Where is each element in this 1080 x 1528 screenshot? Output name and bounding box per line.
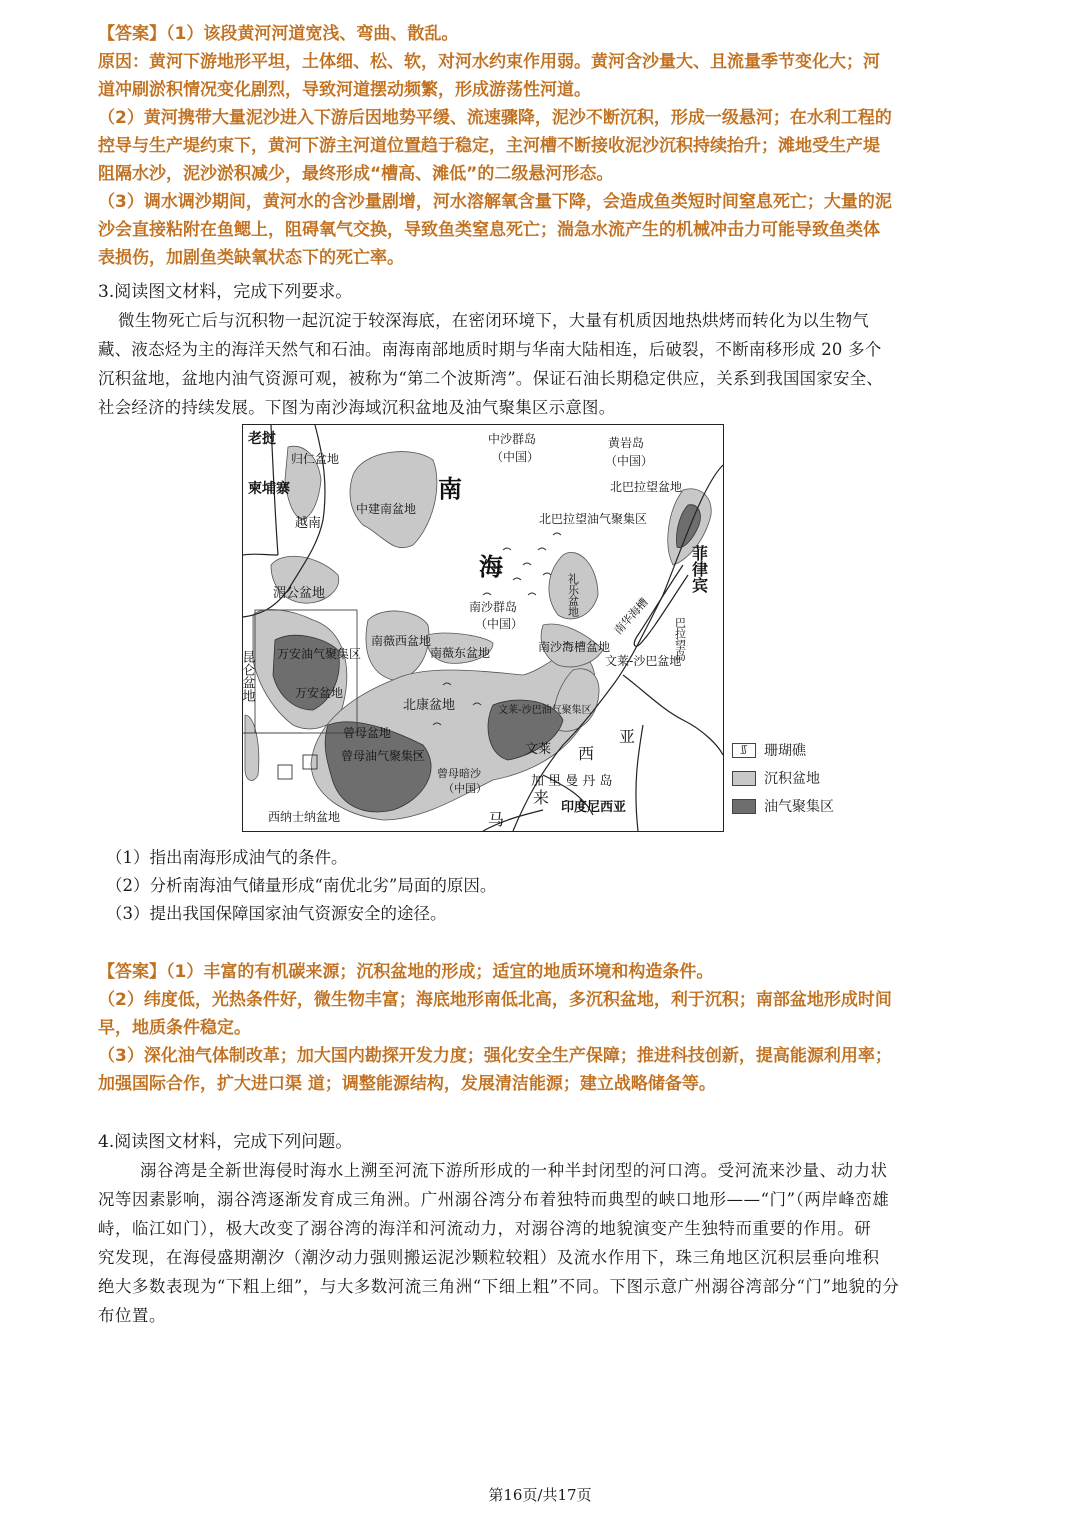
label-vietnam: 越南 xyxy=(295,516,322,531)
label-malaysia-xi: 西 xyxy=(578,744,595,763)
label-xinaturna: 西纳士纳盆地 xyxy=(268,810,341,824)
material-line: 布位置。 xyxy=(98,1306,166,1325)
question-4 xyxy=(98,1128,988,1156)
label-wanan: 万安盆地 xyxy=(295,686,344,700)
material-line: 峙，临江如门），极大改变了溺谷湾的海洋和河流动力，对溺谷湾的地貌演变产生独特而重要的作用。研 xyxy=(98,1219,872,1238)
label-malaysia-ya: 亚 xyxy=(619,727,636,746)
question-3-material xyxy=(98,306,988,422)
label-wenlai-shaba: 文莱-沙巴盆地 xyxy=(605,654,682,668)
question-3-subquestions xyxy=(98,844,988,928)
answer-line: （2）纬度低，光热条件好，微生物丰富；海底地形南低北高，多沉积盆地，利于沉积；南部盆地形成时间 xyxy=(98,990,892,1010)
label-meigong: 湄公盆地 xyxy=(273,586,326,601)
answer-line: （3）调水调沙期间，黄河水的含沙量剧增，河水溶解氧含量下降，会造成鱼类短时间窒息死亡；大量的泥 xyxy=(98,192,892,212)
legend-oil xyxy=(732,792,872,820)
answer-line: 早，地质条件稳定。 xyxy=(98,1018,251,1038)
label-nanweixi: 南薇西盆地 xyxy=(371,634,432,648)
south-china-sea-map xyxy=(239,424,724,832)
material-line: 溺谷湾是全新世海侵时海水上溯至河流下游所形成的一种半封闭型的河口湾。受河流来沙量、动力状 xyxy=(140,1161,888,1180)
legend-reef xyxy=(732,736,872,764)
label-cambodia: 柬埔寨 xyxy=(248,481,290,497)
label-philippines: 菲律宾 xyxy=(689,545,709,593)
subquestion: （2）分析南海油气储量形成“南优北劣”局面的原因。 xyxy=(106,876,497,895)
label-nansha: 南沙群岛 xyxy=(469,600,518,614)
label-zengmu-oil: 曾母油气聚集区 xyxy=(341,749,426,763)
label-kunlun: 昆仑盆地 xyxy=(239,650,255,702)
answer-line: 加强国际合作，扩大进口渠 道；调整能源结构，发展清洁能源；建立战略储备等。 xyxy=(98,1074,716,1094)
label-huangyan: 黄岩岛 xyxy=(608,436,645,450)
label-beibalawang: 北巴拉望盆地 xyxy=(610,480,683,494)
label-lai: 来 xyxy=(533,788,550,807)
legend-label: 油气聚集区 xyxy=(764,799,834,815)
question-4-title: 4.阅读图文材料，完成下列问题。 xyxy=(98,1132,353,1152)
label-beibalawang-oil: 北巴拉望油气聚集区 xyxy=(539,512,648,526)
basin-zhongjiannan xyxy=(350,452,437,548)
answer-line: 【答案】（1）该段黄河河道宽浅、弯曲、散乱。 xyxy=(98,24,459,44)
label-wenlai-oil: 文莱-沙巴油气聚集区 xyxy=(498,705,592,716)
label-indonesia: 印度尼西亚 xyxy=(561,800,627,815)
map-svg xyxy=(239,425,723,831)
material-line: 沉积盆地，盆地内油气资源可观，被称为“第二个波斯湾”。保证石油长期稳定供应，关系到我国国家安全、 xyxy=(98,369,884,388)
basin-xinaturna xyxy=(245,715,259,780)
material-line: 况等因素影响，溺谷湾逐渐发育成三角洲。广州溺谷湾分布着独特而典型的峡口地形——“门”（两岸峰峦雄 xyxy=(98,1190,890,1209)
basin-swatch-icon xyxy=(732,771,756,786)
legend-label: 沉积盆地 xyxy=(764,771,820,787)
material-line: 微生物死亡后与沉积物一起沉淀于较深海底，在密闭环境下，大量有机质因地热烘烤而转化为以生物气 xyxy=(118,311,870,330)
label-trough: 南华海槽 xyxy=(611,595,651,638)
answer-line: （2）黄河携带大量泥沙进入下游后因地势平缓、流速骤降，泥沙不断沉积，形成一级悬河；在水利工程的 xyxy=(98,108,892,128)
label-huangyan-cn: （中国） xyxy=(605,454,654,468)
label-zhongjiannan: 中建南盆地 xyxy=(356,502,417,516)
label-hai: 海 xyxy=(479,553,503,581)
subquestion: （3）提出我国保障国家油气资源安全的途径。 xyxy=(106,904,447,923)
label-zhongsha: 中沙群岛 xyxy=(488,432,537,446)
label-lile: 礼乐盆地 xyxy=(566,573,580,617)
subquestion: （1）指出南海形成油气的条件。 xyxy=(106,848,348,867)
map-legend xyxy=(732,736,872,820)
answer-line: 【答案】（1）丰富的有机碳来源；沉积盆地的形成；适宜的地质环境和构造条件。 xyxy=(98,962,714,982)
label-nansha-cn: （中国） xyxy=(475,617,524,631)
label-balawang: 巴拉望岛 xyxy=(673,617,687,661)
material-line: 社会经济的持续发展。下图为南沙海域沉积盆地及油气聚集区示意图。 xyxy=(98,398,616,417)
label-zhongsha-cn: （中国） xyxy=(491,450,540,464)
oil-swatch-icon xyxy=(732,799,756,814)
reef-swatch-icon: ʃʃ xyxy=(732,743,756,758)
label-brunei: 文莱 xyxy=(525,742,552,757)
answer-line: 阻隔水沙，泥沙淤积减少，最终形成“槽高、滩低”的二级悬河形态。 xyxy=(98,164,614,184)
label-zengmu: 曾母盆地 xyxy=(343,726,392,740)
answer-line: （3）深化油气体制改革；加大国内勘探开发力度；强化安全生产保障；推进科技创新，提高能源利用率； xyxy=(98,1046,892,1066)
answer-line: 道冲刷淤积情况变化剧烈，导致河道摆动频繁，形成游荡性河道。 xyxy=(98,80,591,100)
label-zengmu-shoal: 曾母暗沙 xyxy=(437,767,481,780)
label-ma: 马 xyxy=(488,810,505,829)
legend-label: 珊瑚礁 xyxy=(764,743,806,759)
page-number: 第16页/共17页 xyxy=(488,1486,592,1504)
label-beikang: 北康盆地 xyxy=(403,698,456,713)
answer-line: 控导与生产堤约束下，黄河下游主河道位置趋于稳定，主河槽不断接收泥沙沉积持续抬升；滩地受生产堤 xyxy=(98,136,880,156)
sedimentary-basins xyxy=(245,446,711,820)
label-wanan-oil: 万安油气聚集区 xyxy=(277,647,362,661)
question-4-material xyxy=(98,1156,988,1330)
label-nanshahai: 南沙海槽盆地 xyxy=(538,640,611,654)
answer-line: 沙会直接粘附在鱼鳃上，阻碍氧气交换，导致鱼类窒息死亡；湍急水流产生的机械冲击力可能导致鱼类体 xyxy=(98,220,880,240)
legend-basin xyxy=(732,764,872,792)
question-3-title: 3.阅读图文材料，完成下列要求。 xyxy=(98,282,353,302)
label-laos: 老挝 xyxy=(248,431,276,447)
label-zengmu-shoal-cn: （中国） xyxy=(443,782,487,795)
answer-line: 表损伤，加剧鱼类缺氧状态下的死亡率。 xyxy=(98,248,404,268)
material-line: 绝大多数表现为“下粗上细”，与大多数河流三角洲“下细上粗”不同。下图示意广州溺谷湾部分“门”地貌的分 xyxy=(98,1277,900,1296)
label-nanweidong: 南薇东盆地 xyxy=(430,646,491,660)
answer-block-prev xyxy=(98,20,988,272)
label-kalimantan: 加 里 曼 丹 岛 xyxy=(531,774,613,789)
answer-line: 原因：黄河下游地形平坦，土体细、松、软，对河水约束作用弱。黄河含沙量大、且流量季节变化大；河 xyxy=(98,52,880,72)
material-line: 藏、液态烃为主的海洋天然气和石油。南海南部地质时期与华南大陆相连，后破裂，不断南移形成 20 多个 xyxy=(98,340,882,359)
question-3 xyxy=(98,278,988,306)
label-nan: 南 xyxy=(438,475,462,503)
material-line: 究发现，在海侵盛期潮汐（潮汐动力强则搬运泥沙颗粒较粗）及流水作用下，珠三角地区沉积层垂向堆积 xyxy=(98,1248,880,1267)
answer-block-3 xyxy=(98,958,988,1098)
label-guiren: 归仁盆地 xyxy=(291,452,340,466)
